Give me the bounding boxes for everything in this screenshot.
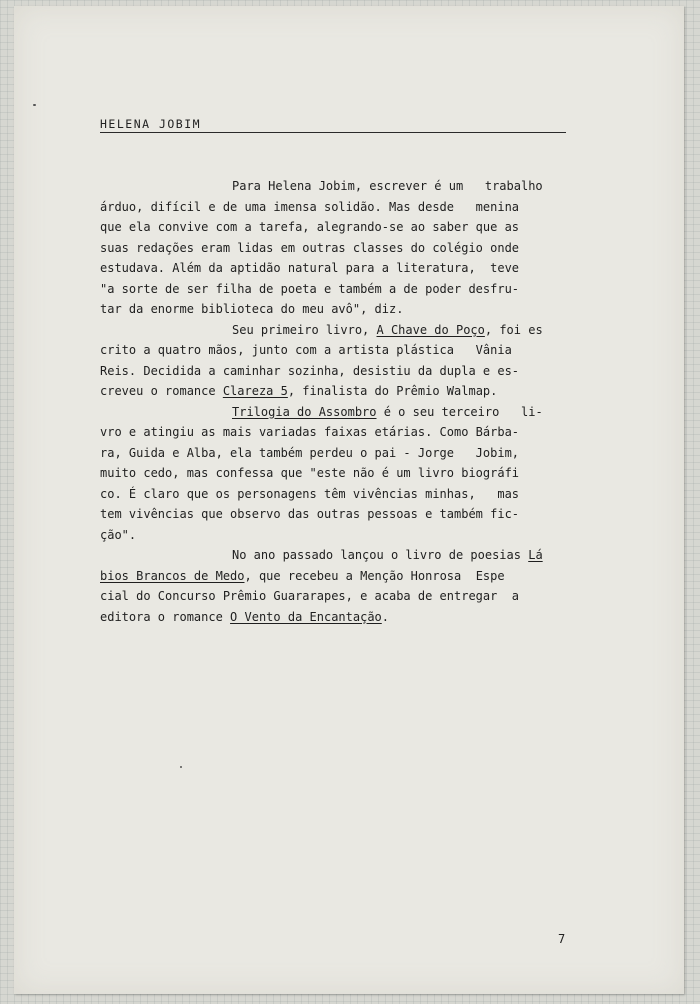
text-line: árduo, difícil e de uma imensa solidão. Mas desde menina [100,199,520,214]
book-title: Lá [528,548,543,562]
page-number: 7 [558,932,566,946]
text-line: muito cedo, mas confessa que "este não é um livro biográfi [100,466,520,480]
text-line: suas redações eram lidas em outras classes do colégio onde [100,240,520,255]
header-title: HELENA JOBIM [100,117,202,131]
text-line: crito a quatro mãos, junto com a artista plástica Vânia [100,343,512,357]
text-line: No ano passado lançou o livro de poesias Lá [100,545,570,566]
book-title: O Vento da Encantação [230,609,382,624]
text-line: bios Brancos de Medo , que recebeu a Menção Honrosa Espe [100,566,570,587]
book-title: Trilogia do Assombro [232,404,377,419]
text-line: editora o romance O Vento da Encantação . [100,607,570,628]
text-line: Seu primeiro livro, A Chave do Poço , foi es [100,320,570,341]
document-header [100,117,566,133]
book-title: bios Brancos de Medo [100,568,245,583]
paper-speck [33,104,36,106]
book-title: Clareza 5 [222,384,288,398]
book-title: A Chave do Poço [376,322,485,337]
document-body [100,176,570,627]
text-line: ção". [100,527,137,542]
text-line: cial do Concurso Prêmio Guararapes, e acaba de entregar a [100,589,520,603]
text-line: Para Helena Jobim, escrever é um trabalho [232,179,543,193]
text-line: Reis. Decidida a caminhar sozinha, desistiu da dupla e es- [100,363,520,378]
text-line: tem vivências que observo das outras pessoas e também fic- [100,507,520,521]
text-line: "a sorte de ser filha de poeta e também a de poder desfru- [100,281,520,296]
text-line: Trilogia do Assombro é o seu terceiro li- [100,402,570,423]
text-line: co. É claro que os personagens têm vivências minhas, mas [100,486,520,501]
text-line: que ela convive com a tarefa, alegrando-se ao saber que as [100,220,520,234]
text-line: estudava. Além da aptidão natural para a literatura, teve [100,261,520,275]
paper-speck [180,766,182,768]
text-line: vro e atingiu as mais variadas faixas etárias. Como Bárba- [100,425,520,439]
text-line: creveu o romance Clareza 5 , finalista do Prêmio Walmap. [100,381,570,402]
text-line: tar da enorme biblioteca do meu avô", diz. [100,302,404,316]
text-line: ra, Guida e Alba, ela também perdeu o pai - Jorge Jobim, [100,445,520,460]
